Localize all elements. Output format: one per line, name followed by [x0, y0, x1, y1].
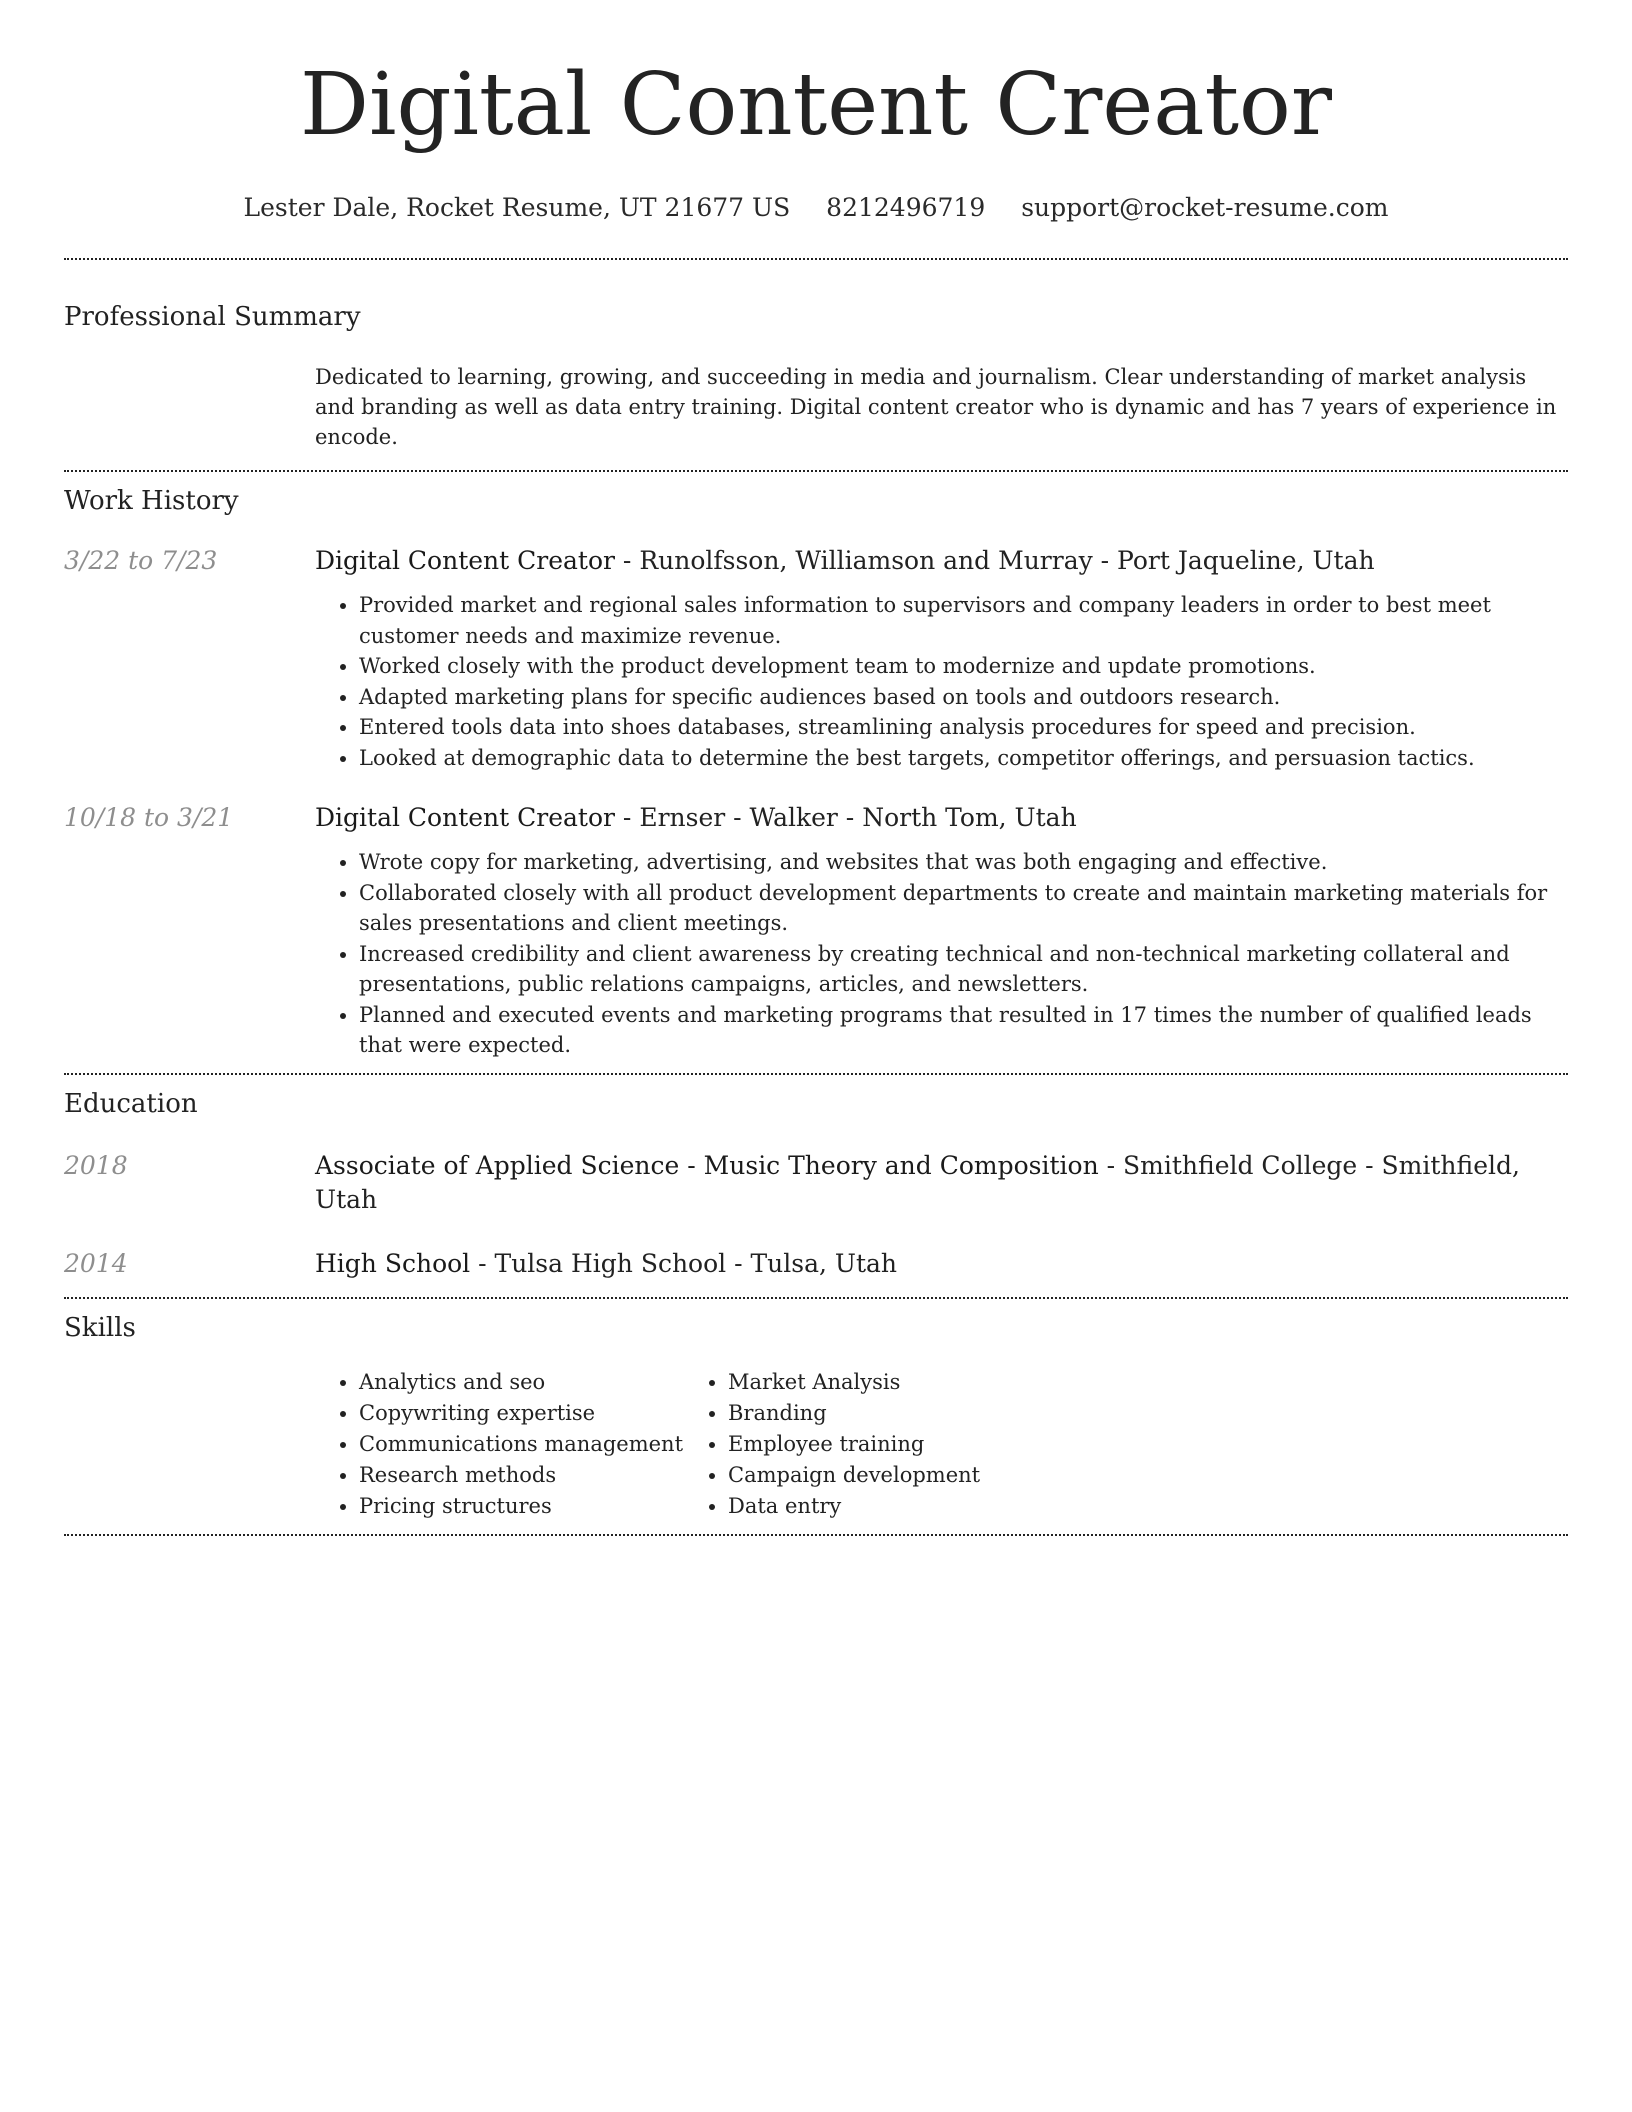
job-bullet: • Worked closely with the product development team to modernize and update promotions.	[359, 651, 1568, 682]
contact-address: Lester Dale, Rocket Resume, UT 21677 US	[243, 193, 791, 222]
job-bullet: • Adapted marketing plans for specific audiences based on tools and outdoors research.	[359, 682, 1568, 713]
skill-item: • Copywriting expertise	[359, 1398, 684, 1429]
education-details: - Smithfield College - Smithfield, Utah	[315, 1150, 1520, 1214]
education-heading: Education	[64, 1088, 198, 1119]
job-title	[315, 801, 1568, 835]
education-title	[315, 1247, 1568, 1281]
skill-item: • Research methods	[359, 1460, 684, 1491]
resume-title: Digital Content Creator	[300, 55, 1332, 155]
skill-item: • Branding	[728, 1398, 980, 1429]
skills-heading: Skills	[64, 1312, 136, 1343]
skill-item: • Pricing structures	[359, 1491, 684, 1522]
summary-heading: Professional Summary	[64, 302, 361, 332]
job-bullet: • Increased credibility and client awareness by creating technical and non-technical marketing collateral and presentations, public relations campaigns, articles, and newsletters.	[359, 939, 1568, 1000]
contact-email: support@rocket-resume.com	[1021, 193, 1389, 222]
skills-list-left	[64, 1367, 684, 1522]
job-details: - Ernser - Walker - North Tom, Utah	[614, 803, 1077, 832]
job-entry	[64, 544, 1568, 773]
education-entry	[64, 1149, 1568, 1217]
job-bullet: • Planned and executed events and marketing programs that resulted in 17 times the number of qualified leads that were expected.	[359, 1000, 1568, 1061]
job-entry	[64, 801, 1568, 1061]
job-bullet: • Wrote copy for marketing, advertising, and websites that was both engaging and effective.	[359, 847, 1568, 878]
education-degree: High School	[315, 1248, 471, 1278]
education-degree: Associate of Applied Science - Music Theory and Composition	[315, 1150, 1099, 1180]
job-bullet: • Entered tools data into shoes databases, streamlining analysis procedures for speed and precision.	[359, 712, 1568, 743]
job-role: Digital Content Creator	[315, 546, 615, 575]
contact-phone: 8212496719	[826, 193, 986, 222]
skill-item: • Data entry	[728, 1491, 980, 1522]
skill-item: • Market Analysis	[728, 1367, 980, 1398]
work-history-section	[64, 472, 1568, 1061]
job-dates: 3/22 to 7/23	[64, 546, 218, 575]
contact-line	[64, 190, 1568, 226]
skills-columns	[64, 1367, 1568, 1522]
work-history-heading: Work History	[64, 486, 239, 516]
education-year: 2018	[64, 1150, 128, 1180]
job-title	[315, 544, 1568, 578]
job-role: Digital Content Creator	[315, 803, 615, 832]
job-bullets	[64, 847, 1568, 1061]
job-dates: 10/18 to 3/21	[64, 803, 234, 832]
skill-item: • Communications management	[359, 1429, 684, 1460]
summary-section	[64, 260, 1568, 452]
skills-list-right	[684, 1367, 980, 1522]
summary-text: Dedicated to learning, growing, and succeeding in media and journalism. Clear understanding of market analysis and branding as well as data entry training. Digital content creator who is dynamic and has 7 years of experience in encode.	[315, 365, 1557, 449]
education-year: 2014	[64, 1248, 128, 1278]
job-details: - Runolfsson, Williamson and Murray - Port Jaqueline, Utah	[614, 546, 1375, 575]
skill-item: • Campaign development	[728, 1460, 980, 1491]
education-title	[315, 1149, 1568, 1217]
education-entry	[64, 1247, 1568, 1281]
skills-section	[64, 1299, 1568, 1522]
job-bullet: • Provided market and regional sales information to supervisors and company leaders in order to best meet customer needs and maximize revenue.	[359, 590, 1568, 651]
education-details: - Tulsa High School - Tulsa, Utah	[470, 1248, 898, 1278]
education-section	[64, 1075, 1568, 1281]
divider	[64, 1534, 1568, 1536]
job-bullet: • Looked at demographic data to determine the best targets, competitor offerings, and persuasion tactics.	[359, 743, 1568, 774]
skill-item: • Analytics and seo	[359, 1367, 684, 1398]
skill-item: • Employee training	[728, 1429, 980, 1460]
job-bullets	[64, 590, 1568, 773]
job-bullet: • Collaborated closely with all product development departments to create and maintain marketing materials for sales presentations and client meetings.	[359, 878, 1568, 939]
